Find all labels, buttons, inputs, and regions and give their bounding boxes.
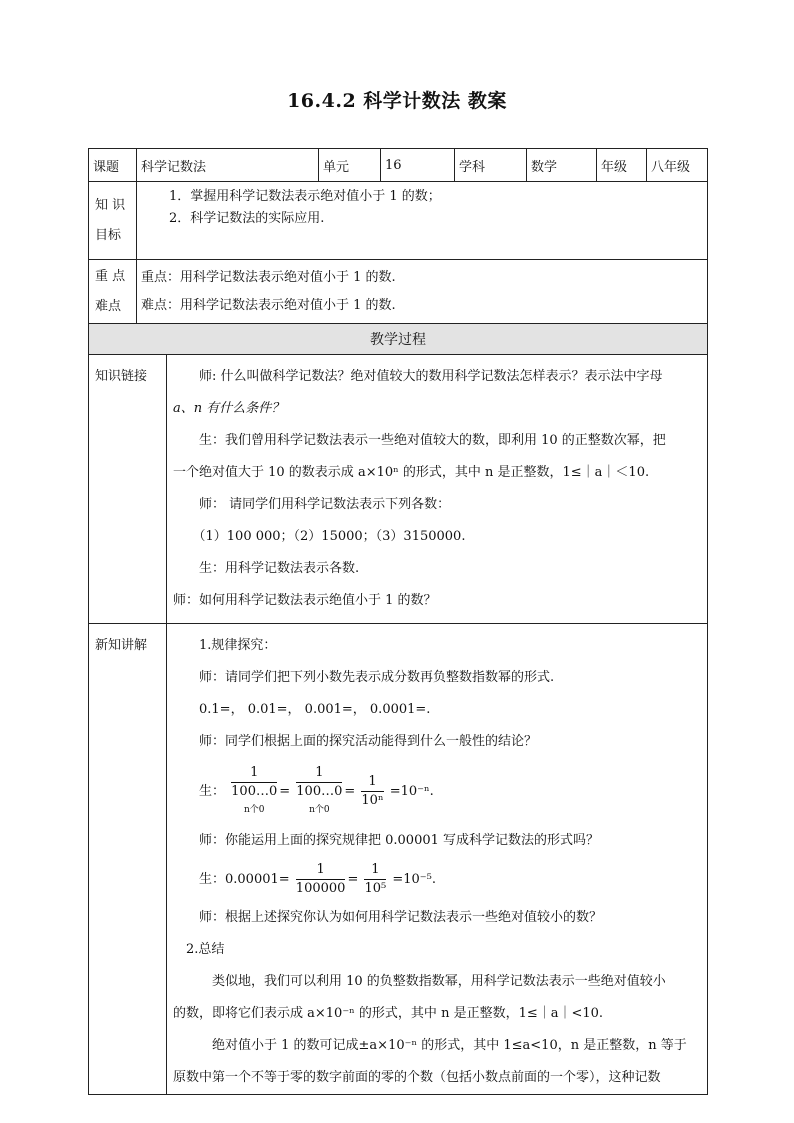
label-subject: 学科 <box>455 149 527 182</box>
label-topic: 课题 <box>89 149 137 182</box>
objectives-row <box>89 182 708 260</box>
keypoints-row <box>89 260 708 324</box>
label-grade: 年级 <box>597 149 647 182</box>
value-unit: 16 <box>381 149 455 182</box>
knowledge-link-content: 师: 什么叫做科学记数法？绝对值较大的数用科学记数法怎样表示？表示法中字母 a、n 有什么条件？ 生：我们曾用科学记数法表示一些绝对值较大的数，即利用 10 的正整数次幂，把 一个绝对值大于 10 的数表示成 a×10ⁿ 的形式，其中 n 是正整数，1≤｜a｜＜10. 师： 请同学们用科学记数法表示下列各数： （1）100 000；（2）15000；（3）3150000. 生：用科学记数法表示各数. 师：如何用科学记数法表示绝值小于 1 的数？ <box>167 355 708 624</box>
keypoints-content <box>137 260 708 324</box>
new-knowledge-label: 新知讲解 <box>89 624 167 1095</box>
page-title: 16.4.2 科学计数法 教案 <box>287 90 507 112</box>
objective-item: 1．掌握用科学记数法表示绝对值小于 1 的数； <box>169 189 441 204</box>
process-header-row <box>89 324 708 355</box>
keypoint-item: 重点：用科学记数法表示绝对值小于 1 的数. <box>141 269 396 285</box>
new-knowledge-row <box>89 624 708 1095</box>
new-knowledge-content: 1.规律探究： 师：请同学们把下列小数先表示成分数再负整数指数幂的形式. 0.1=， 0.01=， 0.001=， 0.0001=. 师：同学们根据上面的探究活动能得到什么一般性的结论？ 生： 1 100…0 n个0 = 1 100…0 n个0 = $\frac{1}{\text{10ⁿ}}$ =10⁻ⁿ. 师：你能运用上面的探究规律把 0.00001 写成科学记数法的形式吗？ 生：0.00001= $\frac{1}{100000}$ = $\frac{1}{\text{10⁵}}$ =10⁻⁵. 师：根据上述探究你认为如何用科学记数法表示一些绝对值较小的数？ 2.总结 类似地，我们可以利用 10 的负整数指数幂，用科学记数法表示一些绝对值较小 的数，即将它们表示成 a×10⁻ⁿ 的形式，其中 n 是正整数，1≤｜a｜<10. 绝对值小于 1 的数可记成±a×10⁻ⁿ 的形式，其中 1≤a<10，n 是正整数，n 等于 原数中第一个不等于零的数字前面的零的个数（包括小数点前面的一个零），这种记数 <box>167 624 708 1095</box>
objective-item: 2．科学记数法的实际应用. <box>169 211 325 226</box>
lesson-plan-table <box>88 148 708 1095</box>
objectives-label: 知 识 目标 <box>89 182 137 260</box>
knowledge-link-row <box>89 355 708 624</box>
header-row <box>89 149 708 182</box>
value-grade: 八年级 <box>647 149 708 182</box>
label-unit: 单元 <box>319 149 381 182</box>
keypoint-item: 难点：用科学记数法表示绝对值小于 1 的数. <box>141 297 396 313</box>
formula-example: 生：0.00001= $\frac{1}{100000}$ = $\frac{1}{\text{10⁵}}$ =10⁻⁵. <box>199 862 437 896</box>
formula-general: 生： 1 100…0 n个0 = 1 100…0 n个0 = $\frac{1}{\text{10ⁿ}}$ =10⁻ⁿ. <box>199 765 434 815</box>
value-subject: 数学 <box>527 149 597 182</box>
process-title: 教学过程 <box>89 324 708 355</box>
keypoints-label: 重 点 难点 <box>89 260 137 324</box>
objectives-content <box>137 182 708 260</box>
value-topic: 科学记数法 <box>137 149 319 182</box>
knowledge-link-label: 知识链接 <box>89 355 167 624</box>
